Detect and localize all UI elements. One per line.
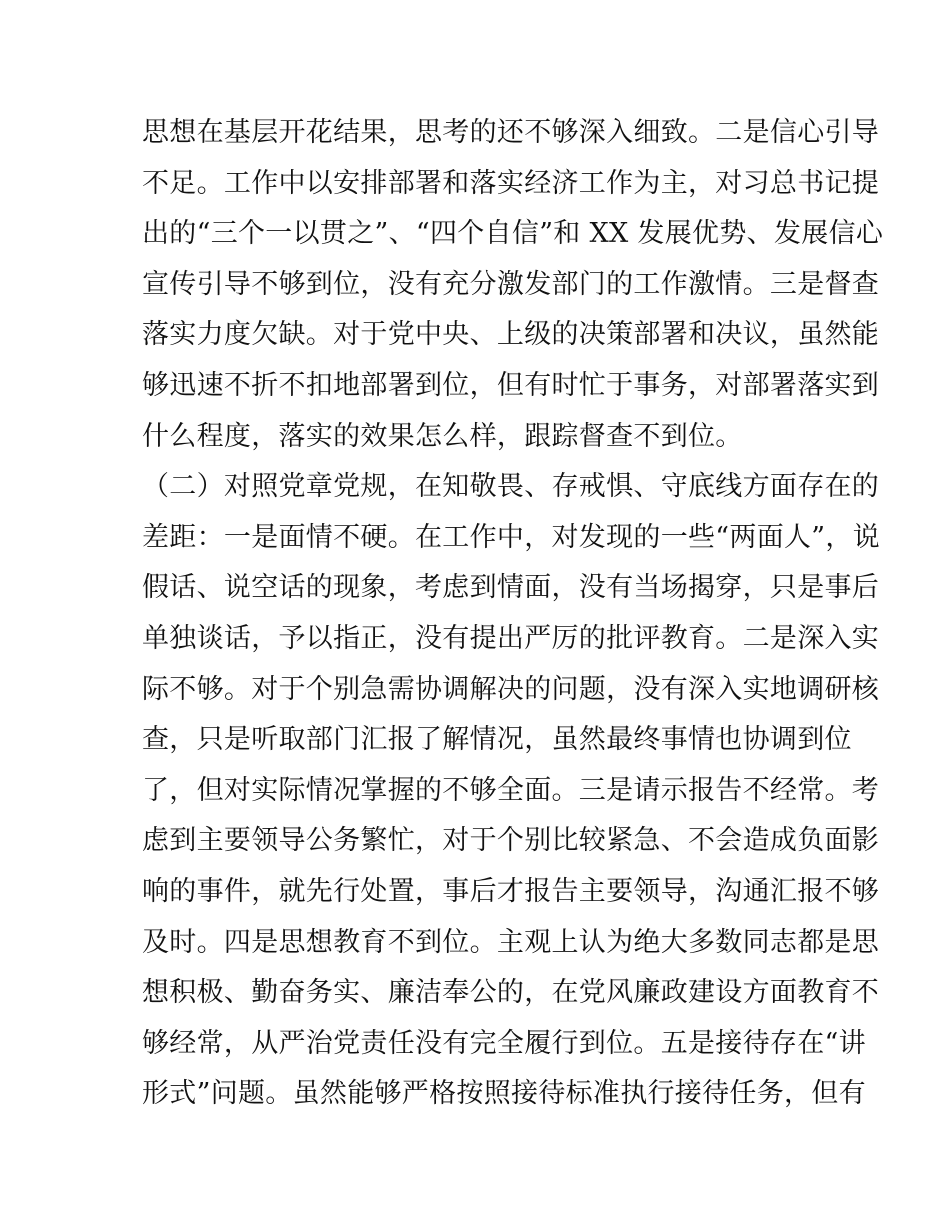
text-line: 查，只是听取部门汇报了解情况，虽然最终事情也协调到位 [142,724,852,756]
text-line: 够经常，从严治党责任没有完全履行到位。五是接待存在“讲 [142,1027,866,1059]
text-line: 际不够。对于个别急需协调解决的问题，没有深入实地调研核 [142,673,880,705]
text-line: 虑到主要领导公务繁忙，对于个别比较紧急、不会造成负面影 [142,825,880,857]
section-heading-line: （二）对照党章党规，在知敬畏、存戒惧、守底线方面存在的 [142,471,880,503]
text-line: 形式”问题。虽然能够严格按照接待标准执行接待任务，但有 [142,1078,866,1110]
text-line: 不足。工作中以安排部署和落实经济工作为主，对习总书记提 [142,167,880,199]
text-line: 单独谈话，予以指正，没有提出严厉的批评教育。二是深入实 [142,622,880,654]
text-line: 够迅速不折不扣地部署到位，但有时忙于事务，对部署落实到 [142,369,880,401]
text-line: 响的事件，就先行处置，事后才报告主要领导，沟通汇报不够 [142,875,880,907]
text-line: 及时。四是思想教育不到位。主观上认为绝大多数同志都是思 [142,926,880,958]
text-line: 了，但对实际情况掌握的不够全面。三是请示报告不经常。考 [142,774,880,806]
text-line: 想积极、勤奋务实、廉洁奉公的，在党风廉政建设方面教育不 [142,977,880,1009]
text-line: 宣传引导不够到位，没有充分激发部门的工作激情。三是督查 [142,268,880,300]
text-line: 落实力度欠缺。对于党中央、上级的决策部署和决议，虽然能 [142,319,880,351]
text-line: 思想在基层开花结果，思考的还不够深入细致。二是信心引导 [142,117,880,148]
text-line: 什么程度，落实的效果怎么样，跟踪督查不到位。 [142,420,743,452]
body-text [142,108,884,1120]
text-line: 出的“三个一以贯之”、“四个自信”和 XX 发展优势、发展信心 [142,218,884,250]
text-line: 差距：一是面情不硬。在工作中，对发现的一些“两面人”，说 [142,521,881,553]
text-line: 假话、说空话的现象，考虑到情面，没有当场揭穿，只是事后 [142,572,880,604]
